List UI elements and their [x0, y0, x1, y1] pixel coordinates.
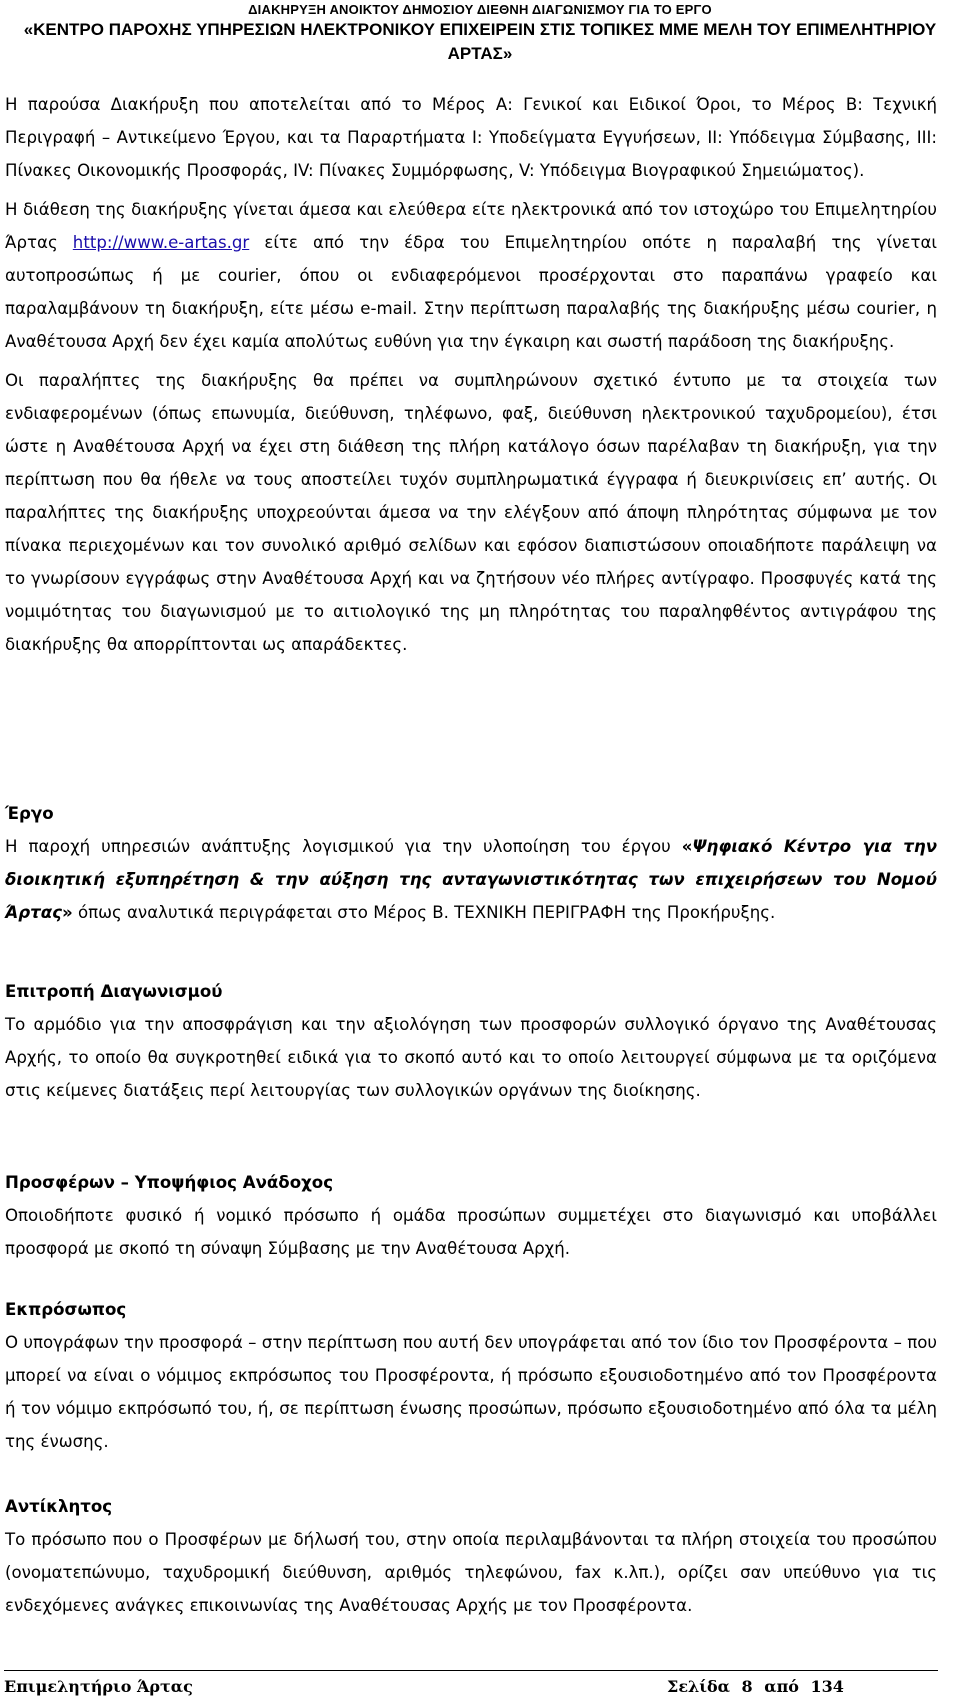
ergo-text-2: όπως αναλυτικά περιγράφεται στο Μέρος Β. ΤΕΧΝΙΚΗ ΠΕΡΙΓΡΑΦΗ της Προκήρυξης. [72, 903, 776, 922]
header-project-name: «ΚΕΝΤΡΟ ΠΑΡΟΧΗΣ ΥΠΗΡΕΣΙΩΝ ΗΛΕΚΤΡΟΝΙΚΟΥ ΕΠΙΧΕΙΡΕΙΝ ΣΤΙΣ ΤΟΠΙΚΕΣ ΜΜΕ ΜΕΛΗ ΤΟΥ ΕΠΙΜΕΛΗΤΗΡΙΟΥ ΑΡΤΑΣ» [23, 20, 937, 63]
section-text-representative: Ο υπογράφων την προσφορά – στην περίπτωση που αυτή δεν υπογράφεται από τον ίδιο τον Προσφέροντα – που μπορεί να είναι ο νόμιμος εκπρόσωπος του Προσφέροντα, ή πρόσωπο εξουσιοδοτημένο από τον Προσφέροντα ή τον νόμιμο εκπρόσωπό του, ή, σε περίπτωση ένωσης προσώπων, πρόσωπο εξουσιοδοτημένο από όλα τα μέλη της ένωσης. [5, 1333, 937, 1451]
header-title: ΔΙΑΚΗΡΥΞΗ ΑΝΟΙΚΤΟΥ ΔΗΜΟΣΙΟΥ ΔΙΕΘΝΗ ΔΙΑΓΩΝΙΣΜΟΥ ΓΙΑ ΤΟ ΕΡΓΟ [248, 2, 712, 17]
paragraph-availability-text-2: είτε από την έδρα του Επιμελητηρίου οπότε η παραλαβή της γίνεται αυτοπροσώπως ή με courier, όπου οι ενδιαφερόμενοι προσέρχονται στο παραπάνω γραφείο και παραλαμβάνουν τη διακήρυξη, είτε μέσω e-mail. Στην περίπτωση παραλαβής της διακήρυξης μέσω courier, η Αναθέτουσα Αρχή δεν έχει καμία απολύτως ευθύνη για την έγκαιρη και σωστή παράδοση της διακήρυξης. [5, 233, 937, 351]
section-bidder [5, 1166, 937, 1265]
website-link[interactable]: http://www.e-artas.gr [72, 233, 250, 252]
footer-divider [4, 1670, 938, 1671]
footer-organization: Επιμελητήριο Άρτας [4, 1677, 193, 1696]
section-text-ergo [5, 830, 937, 929]
section-title-contact: Αντίκλητος [5, 1497, 113, 1516]
intro-block [5, 88, 937, 661]
paragraph-availability-text-1: Η διάθεση της διακήρυξης γίνεται άμεσα και ελεύθερα είτε ηλεκτρονικά από τον ιστοχώρο του Επιμελητηρίου Άρτας [5, 200, 937, 252]
section-text-contact: Το πρόσωπο που ο Προσφέρων με δήλωσή του, στην οποία περιλαμβάνονται τα πλήρη στοιχεία του προσώπου (ονοματεπώνυμο, ταχυδρομική διεύθυνση, αριθμός τηλεφώνου, fax κ.λπ.), ορίζει σαν υπεύθυνο για τις ενδεχόμενες ανάγκες επικοινωνίας της Αναθέτουσας Αρχής με τον Προσφέροντα. [5, 1530, 937, 1615]
section-representative [5, 1293, 937, 1458]
ergo-project-title: Ψηφιακό Κέντρο για την διοικητική εξυπηρέτηση & την αύξηση της ανταγωνιστικότητας των επιχειρήσεων του Νομού Άρτας [5, 837, 937, 922]
paragraph-recipients: Οι παραλήπτες της διακήρυξης θα πρέπει να συμπληρώνουν σχετικό έντυπο με τα στοιχεία των ενδιαφερομένων (όπως επωνυμία, διεύθυνση, τηλέφωνο, φαξ, διεύθυνση ηλεκτρονικού ταχυδρομείου), έτσι ώστε η Αναθέτουσα Αρχή να έχει στη διάθεση της πλήρη κατάλογο όσων παρέλαβαν τη διακήρυξη, για την περίπτωση που θα ήθελε να τους αποστείλει τυχόν συμπληρωματικά έγγραφα ή διευκρινίσεις επ’ αυτής. Οι παραλήπτες της διακήρυξης υποχρεούνται άμεσα να την ελέγξουν από άποψη πληρότητας σύμφωνα με τον πίνακα περιεχομένων και τον συνολικό αριθμό σελίδων και εφόσον διαπιστώσουν οποιαδήποτε παράλειψη να το γνωρίσουν εγγράφως στην Αναθέτουσα Αρχή και να ζητήσουν νέο πλήρες αντίγραφο. Προσφυγές κατά της νομιμότητας του διαγωνισμού με το αιτιολογικό της μη πληρότητας του παραληφθέντος αντιγράφου της διακήρυξης θα απορρίπτονται ως απαράδεκτες. [5, 371, 937, 654]
section-text-committee: Το αρμόδιο για την αποσφράγιση και την αξιολόγηση των προσφορών συλλογικό όργανο της Αναθέτουσας Αρχής, το οποίο θα συγκροτηθεί ειδικά για το σκοπό αυτό και το οποίο λειτουργεί σύμφωνα με τα οριζόμενα στις κείμενες διατάξεις περί λειτουργίας των συλλογικών οργάνων της διοίκησης. [5, 1015, 937, 1100]
section-title-committee: Επιτροπή Διαγωνισμού [5, 982, 223, 1001]
ergo-quote-close: » [61, 903, 73, 922]
ergo-quote-open: « [681, 837, 693, 856]
section-ergo [5, 797, 937, 929]
section-title-representative: Εκπρόσωπος [5, 1300, 127, 1319]
section-committee [5, 975, 937, 1107]
paragraph-availability [5, 193, 937, 358]
paragraph-contents: Η παρούσα Διακήρυξη που αποτελείται από το Μέρος Α: Γενικοί και Ειδικοί Όροι, το Μέρος Β: Τεχνική Περιγραφή – Αντικείμενο Έργου, και τα Παραρτήματα Ι: Υποδείγματα Εγγυήσεων, ΙΙ: Υπόδειγμα Σύμβασης, ΙΙΙ: Πίνακες Οικονομικής Προσφοράς, IV: Πίνακες Συμμόρφωσης, V: Υπόδειγμα Βιογραφικού Σημειώματος). [5, 95, 937, 180]
section-contact [5, 1490, 937, 1622]
section-title-bidder: Προσφέρων – Υποψήφιος Ανάδοχος [5, 1173, 334, 1192]
ergo-text-1: Η παροχή υπηρεσιών ανάπτυξης λογισμικού για την υλοποίηση του έργου [5, 837, 682, 856]
section-title-ergo: Έργο [5, 804, 54, 823]
footer-page-number: Σελίδα 8 από 134 [667, 1677, 844, 1696]
section-text-bidder: Οποιοδήποτε φυσικό ή νομικό πρόσωπο ή ομάδα προσώπων συμμετέχει στο διαγωνισμό και υποβάλλει προσφορά με σκοπό τη σύναψη Σύμβασης με την Αναθέτουσα Αρχή. [5, 1206, 937, 1258]
